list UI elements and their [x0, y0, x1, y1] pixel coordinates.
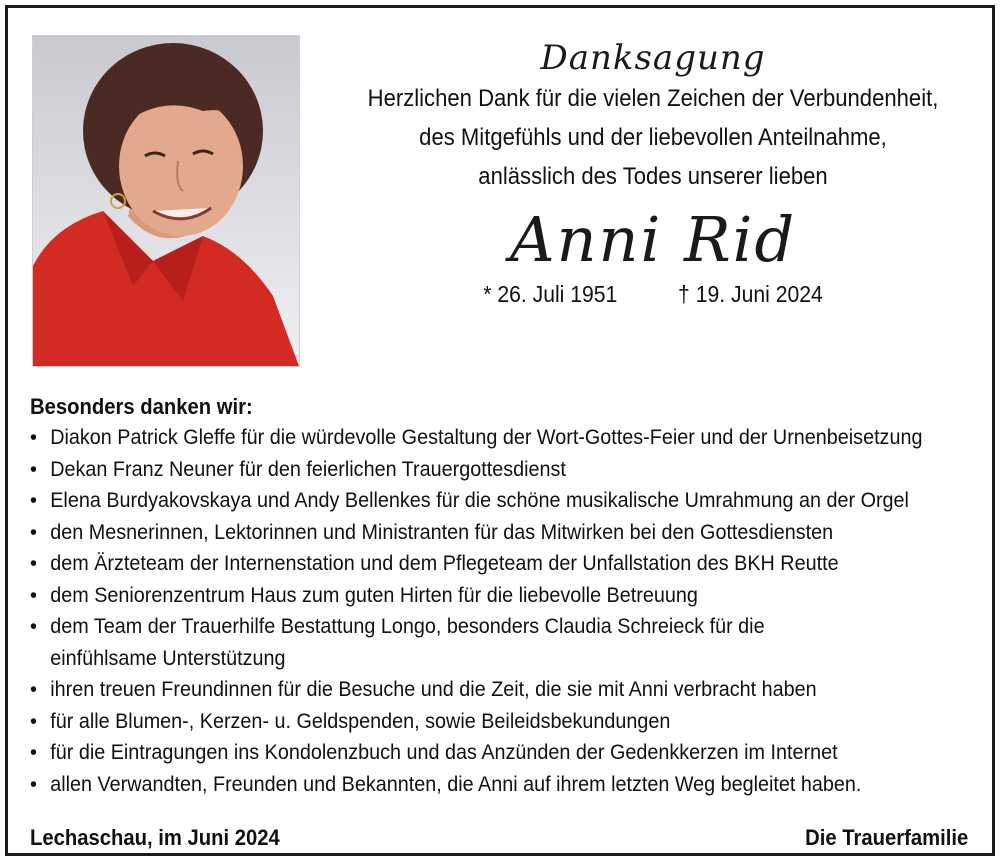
intro-line: Herzlichen Dank für die vielen Zeichen der Verbundenheit,	[367, 85, 939, 112]
list-item-text: für die Eintragungen ins Kondolenzbuch und das Anzünden der Gedenkkerzen im Internet	[50, 740, 838, 764]
list-item	[30, 769, 913, 801]
obituary-card	[5, 5, 995, 856]
bullet-icon: •	[30, 519, 37, 544]
bullet-icon: •	[30, 708, 37, 733]
list-item	[30, 611, 768, 674]
life-dates	[354, 279, 952, 309]
bullet-icon: •	[30, 551, 37, 575]
bullet-icon: •	[30, 614, 37, 638]
bullet-icon: •	[30, 582, 37, 607]
intro-line: anlässlich des Todes unserer lieben	[478, 163, 828, 190]
list-item-text: Diakon Patrick Gleffe für die würdevolle Gestaltung der Wort-Gottes-Feier und der Urnenbeisetzung	[50, 425, 923, 449]
list-item	[30, 548, 913, 580]
list-item-text: dem Team der Trauerhilfe Bestattung Longo, besonders Claudia Schreieck für die einfühlsame Unterstützung	[50, 614, 765, 670]
list-item	[30, 517, 913, 549]
bullet-icon: •	[30, 677, 37, 701]
bullet-icon: •	[30, 771, 37, 796]
list-item-text: dem Seniorenzentrum Haus zum guten Hirten für die liebevolle Betreuung	[50, 582, 698, 607]
list-item	[30, 737, 913, 769]
thanks-title: Besonders danken wir:	[30, 394, 253, 419]
bullet-icon: •	[30, 740, 37, 764]
death-date: † 19. Juni 2024	[678, 281, 823, 307]
title-danksagung: Danksagung	[540, 38, 766, 78]
list-item-text: allen Verwandten, Freunden und Bekannten, die Anni auf ihrem letzten Weg begleitet haben.	[50, 771, 862, 796]
list-item	[30, 422, 923, 454]
bullet-icon: •	[30, 456, 37, 481]
intro-line: des Mitgefühls und der liebevollen Anteilnahme,	[419, 124, 887, 151]
list-item-text: dem Ärzteteam der Internenstation und dem Pflegeteam der Unfallstation des BKH Reutte	[50, 551, 839, 575]
list-item-text: ihren treuen Freundinnen für die Besuche und die Zeit, die sie mit Anni verbracht haben	[50, 677, 817, 701]
list-item-text: für alle Blumen-, Kerzen- u. Geldspenden, sowie Beileidsbekundungen	[50, 708, 671, 733]
place-date: Lechaschau, im Juni 2024	[30, 825, 280, 850]
bullet-icon: •	[30, 488, 37, 512]
list-item	[30, 580, 913, 612]
thanks-section	[30, 392, 990, 800]
list-item	[30, 706, 913, 738]
list-item	[30, 485, 913, 517]
list-item	[30, 674, 913, 706]
list-item-text: den Mesnerinnen, Lektorinnen und Ministranten für das Mitwirken bei den Gottesdiensten	[50, 519, 834, 544]
birth-date: * 26. Juli 1951	[483, 281, 618, 307]
header	[328, 38, 978, 309]
thanks-list	[30, 422, 990, 800]
portrait-photo	[32, 35, 300, 367]
list-item-text: Elena Burdyakovskaya und Andy Bellenkes für die schöne musikalische Umrahmung an der Orgel	[50, 488, 909, 512]
list-item	[30, 454, 913, 486]
list-item-text: Dekan Franz Neuner für den feierlichen Trauergottesdienst	[50, 456, 566, 481]
bullet-icon: •	[30, 425, 37, 449]
signature: Die Trauerfamilie	[804, 825, 968, 850]
deceased-name: Anni Rid	[509, 203, 797, 276]
